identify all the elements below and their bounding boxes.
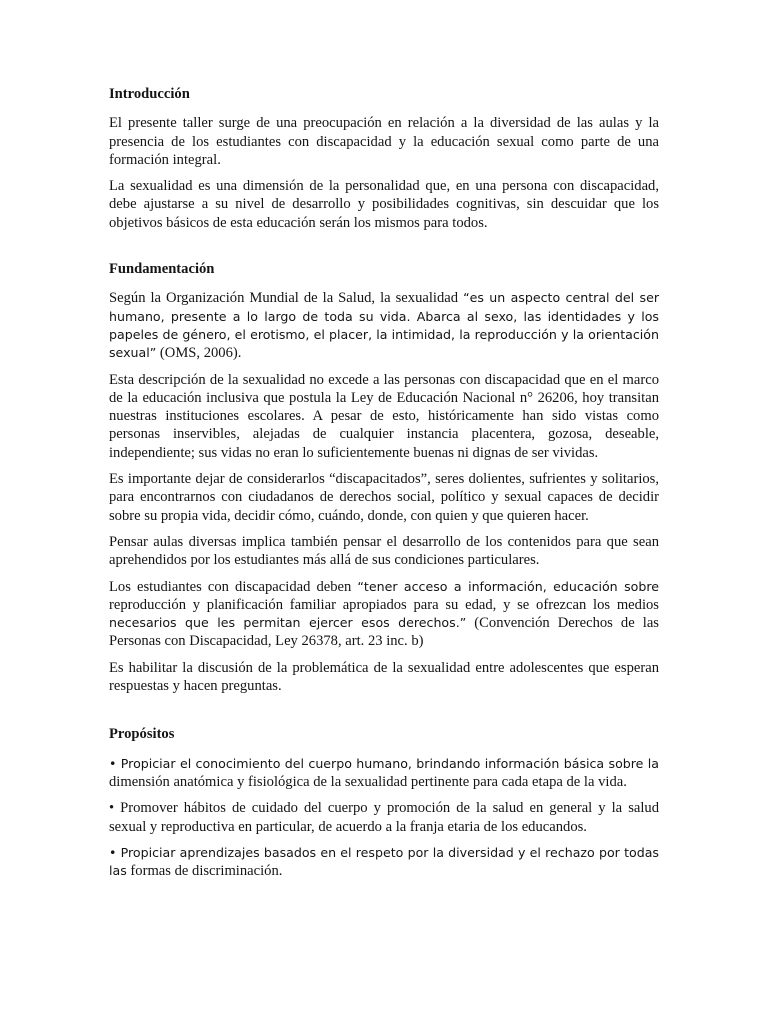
convention-citation: (Convención Derechos de las Personas con Discapacidad, Ley 26378, art. 23 inc. b) [109,615,659,650]
fundamentacion-paragraph-2: Esta descripción de la sexualidad no excede a las personas con discapacidad que en el marco de la educación inclusiva que postula la Ley de Educación Nacional n° 26206, hoy transitan nuestras instituciones escolares. A pesar de esto, históricamente han sido vistas como personas inservibles, alejadas de cualquier instancia placentera, gozosa, deseable, independiente; sus vidas no eran lo suficientemente buenas ni dignas de ser vividas. [109,371,659,461]
propositos-section [109,725,659,880]
fundamentacion-paragraph-6: Es habilitar la discusión de la problemática de la sexualidad entre adolescentes que esperan respuestas y hacen preguntas. [109,659,659,695]
who-intro-text: Según la Organización Mundial de la Salud, la sexualidad [109,290,464,307]
fundamentacion-heading: Fundamentación [109,261,215,278]
intro-heading: Introducción [109,86,190,102]
purpose-bullet-2: • Promover hábitos de cuidado del cuerpo y promoción de la salud en general y la salud sexual y reproductiva en particular, de acuerdo a la franja etaria de los educandos. [109,800,659,835]
intro-section [109,85,659,232]
fundamentacion-paragraph-5 [109,578,659,651]
purpose-bullet-1 [109,755,659,792]
purpose-1-sans-text: • Propiciar el conocimiento del cuerpo humano, brindando información básica sobre la [109,755,659,771]
who-citation: (OMS, 2006). [156,345,242,362]
purpose-3-serif-text: formas de discriminación. [126,863,283,880]
convention-middle-text: reproducción y planificación familiar apropiados para su edad, y se ofrezcan los medios [109,596,659,613]
intro-paragraph-1: El presente taller surge de una preocupación en relación a la diversidad de las aulas y la presencia de los estudiantes con discapacidad y la educación sexual como parte de una formación integral. [109,115,659,168]
fundamentacion-paragraph-4: Pensar aulas diversas implica también pensar el desarrollo de los contenidos para que sean aprehendidos por los estudiantes más allá de sus condiciones particulares. [109,533,659,569]
purpose-1-serif-text: dimensión anatómica y fisiológica de la sexualidad pertinente para cada etapa de la vida. [109,773,627,790]
fundamentacion-section [109,260,659,695]
fundamentacion-paragraph-1 [109,289,659,362]
purpose-3-sans-text: • Propiciar aprendizajes basados en el respeto por la diversidad y el rechazo por todas las [109,844,659,879]
intro-paragraph-2: La sexualidad es una dimensión de la personalidad que, en una persona con discapacidad, debe ajustarse a su nivel de desarrollo y posibilidades cognitivas, sin descuidar que los objetivos básicos de esta educación serán los mismos para todos. [109,178,659,231]
convention-quote-part-2: necesarios que les permitan ejercer esos derechos.” [109,615,467,631]
document-page [109,85,659,888]
fundamentacion-paragraph-3: Es importante dejar de considerarlos “discapacitados”, seres dolientes, sufrientes y solitarios, para encontrarnos con ciudadanos de derechos social, político y sexual capaces de decidir sobre su propia vida, decidir cómo, cuándo, donde, con quien y que quieren hacer. [109,471,659,524]
who-quote: “es un aspecto central del ser humano, presente a lo largo de toda su vida. Abarca al sexo, las identidades y los papeles de género, el erotismo, el placer, la intimidad, la reproducción y la orientación sexual” [109,290,659,361]
convention-quote-part-1: “tener acceso a información, educación sobre [357,578,659,594]
convention-intro-text: Los estudiantes con discapacidad deben [109,578,358,595]
propositos-heading: Propósitos [109,726,175,743]
purpose-bullet-3 [109,844,659,881]
